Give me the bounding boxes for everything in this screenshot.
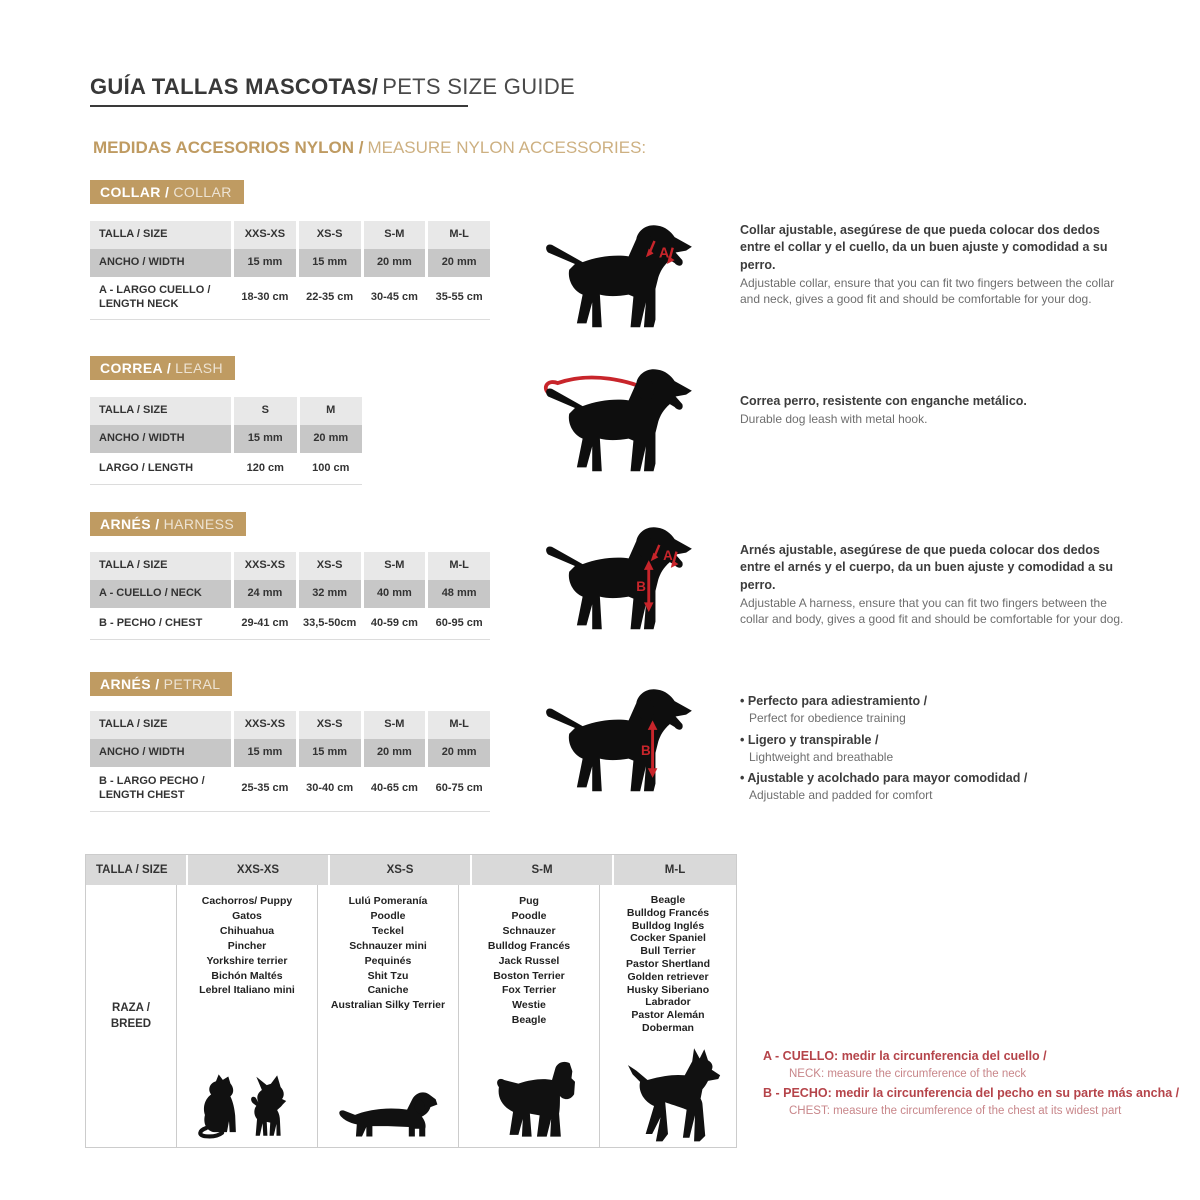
harness-marker-b: B xyxy=(636,578,646,594)
breed-row-label-es: RAZA / xyxy=(112,1001,150,1014)
breed-item: Schnauzer xyxy=(502,924,556,937)
leash-desc-en: Durable dog leash with metal hook. xyxy=(740,412,928,427)
petral-width-value: 20 mm xyxy=(441,746,477,759)
harness-badge-en: HARNESS xyxy=(163,516,235,532)
collar-header-s-m: S-M xyxy=(364,221,429,249)
leash-badge-es: CORREA / xyxy=(100,360,172,376)
collar-badge-en: COLLAR xyxy=(173,184,232,200)
breed-item: Caniche xyxy=(367,984,409,997)
petral-header-xs-s: XS-S xyxy=(299,711,364,739)
petral-bullet-en: Adjustable and padded for comfort xyxy=(749,788,933,803)
breed-row-label xyxy=(86,885,177,1147)
breed-silhouettes-m-l xyxy=(614,1044,722,1142)
breed-item: Fox Terrier xyxy=(501,984,557,997)
breed-silhouettes-xxs-xs xyxy=(196,1070,298,1142)
leash-description xyxy=(740,393,1132,428)
collar-width-row xyxy=(90,249,490,277)
collar-marker-a: A xyxy=(658,245,670,262)
harness-chest-value: 60-95 cm xyxy=(435,616,483,629)
harness-header-m-l: M-L xyxy=(449,559,469,572)
breed-item: Pequinés xyxy=(364,954,412,967)
dog-leash-icon xyxy=(535,362,705,477)
leash-width-label: ANCHO / WIDTH xyxy=(90,425,234,453)
petral-badge-es: ARNÉS / xyxy=(100,676,160,692)
collar-neck-value: 22-35 cm xyxy=(299,277,364,319)
petral-marker-b: B xyxy=(641,742,651,758)
harness-desc-en: Adjustable A harness, ensure that you can fit two fingers between the collar and body, gives a good fit and should be comfortable for your dog. xyxy=(740,595,1124,627)
note-neck-es: A - CUELLO: medir la circunferencia del cuello / xyxy=(763,1049,1047,1063)
collar-header-xs-s: XS-S xyxy=(299,221,364,249)
breed-list-m-l xyxy=(600,885,736,1035)
collar-badge-es: COLLAR / xyxy=(100,184,170,200)
petral-header-m-l: M-L xyxy=(449,718,469,731)
collar-width-label: ANCHO / WIDTH xyxy=(90,249,234,277)
breed-item: Golden retriever xyxy=(627,970,709,983)
breed-item: Yorkshire terrier xyxy=(206,954,288,967)
note-chest-es: B - PECHO: medir la circunferencia del pecho en su parte más ancha / xyxy=(763,1085,1180,1100)
leash-table-header xyxy=(90,397,362,425)
breed-table-header xyxy=(86,855,736,885)
page-title xyxy=(90,74,575,100)
leash-header-s: S xyxy=(234,397,300,425)
collar-neck-row xyxy=(90,277,490,319)
petral-header-size: TALLA / SIZE xyxy=(90,711,234,739)
collar-header-m-l: M-L xyxy=(449,228,469,241)
harness-header-size: TALLA / SIZE xyxy=(90,552,234,580)
collar-neck-value: 30-45 cm xyxy=(364,277,429,319)
breed-cell-xxs-xs xyxy=(177,885,318,1147)
harness-table xyxy=(90,552,490,640)
breed-item: Australian Silky Terrier xyxy=(330,999,446,1012)
breed-item: Pincher xyxy=(227,939,267,952)
collar-width-value: 20 mm xyxy=(441,256,477,269)
petral-features xyxy=(740,692,1140,808)
breed-item: Shit Tzu xyxy=(367,969,409,982)
breed-item: Bulldog Inglés xyxy=(631,919,705,932)
breed-header-size: TALLA / SIZE xyxy=(86,855,188,885)
petral-chest-label: B - LARGO PECHO / LENGTH CHEST xyxy=(90,767,234,811)
collar-table-header xyxy=(90,221,490,249)
harness-chest-row xyxy=(90,608,490,639)
schnauzer-icon xyxy=(483,1057,575,1142)
measuring-notes xyxy=(763,1047,1195,1121)
collar-width-value: 15 mm xyxy=(299,249,364,277)
breed-list-s-m xyxy=(459,885,599,1028)
harness-neck-row xyxy=(90,580,490,608)
harness-neck-value: 40 mm xyxy=(364,580,429,608)
petral-bullet-en: Perfect for obedience training xyxy=(749,711,906,726)
section-subtitle xyxy=(93,138,646,158)
breed-item: Boston Terrier xyxy=(493,969,565,982)
breed-item: Poodle xyxy=(511,909,547,922)
page-title-en: PETS SIZE GUIDE xyxy=(382,74,575,99)
leash-table xyxy=(90,397,362,485)
breed-item: Lulú Pomeranía xyxy=(348,895,428,907)
breed-header-s-m: S-M xyxy=(472,855,614,885)
chihuahua-icon xyxy=(248,1074,298,1142)
harness-badge-es: ARNÉS / xyxy=(100,516,160,532)
harness-marker-a: A xyxy=(663,548,673,564)
petral-bullet-en: Lightweight and breathable xyxy=(749,749,894,764)
breed-cell-s-m xyxy=(459,885,600,1147)
title-underline xyxy=(90,105,468,107)
leash-desc-es: Correa perro, resistente con enganche metálico. xyxy=(740,394,1027,408)
breed-item: Pug xyxy=(519,895,539,907)
breed-item: Doberman xyxy=(642,1021,694,1034)
dog-harness-icon xyxy=(535,520,705,635)
collar-section-badge xyxy=(90,180,244,204)
collar-neck-value: 35-55 cm xyxy=(435,291,483,304)
breed-item: Cocker Spaniel xyxy=(630,932,706,945)
petral-width-value: 15 mm xyxy=(234,739,299,767)
harness-header-s-m: S-M xyxy=(364,552,429,580)
breed-item: Bulldog Francés xyxy=(487,939,571,952)
dog-petral-icon xyxy=(535,682,705,797)
petral-section-badge xyxy=(90,672,232,696)
breed-item: Labrador xyxy=(645,996,691,1009)
breed-size-table xyxy=(85,854,737,1148)
breed-table-body xyxy=(86,885,736,1147)
note-neck-en: NECK: measure the circumference of the neck xyxy=(789,1067,1027,1080)
subtitle-en: MEASURE NYLON ACCESSORIES: xyxy=(367,138,647,157)
petral-width-value: 20 mm xyxy=(364,739,429,767)
breed-item: Bichón Maltés xyxy=(211,969,283,982)
petral-badge-en: PETRAL xyxy=(163,676,221,692)
breed-item: Husky Siberiano xyxy=(626,983,710,996)
page-title-es: GUÍA TALLAS MASCOTAS/ xyxy=(90,74,379,99)
petral-chest-value: 25-35 cm xyxy=(234,767,299,811)
petral-header-xxs-xs: XXS-XS xyxy=(234,711,299,739)
harness-header-xs-s: XS-S xyxy=(299,552,364,580)
breed-item: Beagle xyxy=(511,1014,547,1027)
leash-width-value: 20 mm xyxy=(313,432,349,445)
collar-neck-label: A - LARGO CUELLO / LENGTH NECK xyxy=(90,277,234,319)
harness-header-xxs-xs: XXS-XS xyxy=(234,552,299,580)
petral-width-row xyxy=(90,739,490,767)
harness-neck-value: 32 mm xyxy=(299,580,364,608)
breed-item: Poodle xyxy=(370,909,406,922)
collar-desc-en: Adjustable collar, ensure that you can fit two fingers between the collar and neck, gives a good fit and should be comfortable for your dog. xyxy=(740,275,1115,307)
breed-item: Westie xyxy=(512,999,546,1012)
harness-description xyxy=(740,542,1132,628)
leash-length-value: 100 cm xyxy=(312,461,350,474)
breed-list-xs-s xyxy=(318,885,458,1013)
petral-bullet-es: • Ajustable y acolchado para mayor comodidad / xyxy=(740,769,1140,787)
breed-item: Teckel xyxy=(372,924,404,937)
petral-chest-value: 30-40 cm xyxy=(299,767,364,811)
petral-table-header xyxy=(90,711,490,739)
harness-desc-es: Arnés ajustable, asegúrese de que pueda colocar dos dedos entre el arnés y el cuerpo, da un buen ajuste y comodidad a su perro. xyxy=(740,543,1114,592)
petral-chest-value: 60-75 cm xyxy=(435,782,483,795)
dachshund-icon xyxy=(336,1086,440,1142)
cat-icon xyxy=(196,1070,240,1142)
leash-width-row xyxy=(90,425,362,453)
harness-section-badge xyxy=(90,512,246,536)
breed-item: Bulldog Francés xyxy=(626,906,710,919)
petral-bullet-es: • Perfecto para adiestramiento / xyxy=(740,692,1140,710)
collar-width-value: 15 mm xyxy=(234,249,299,277)
leash-width-value: 15 mm xyxy=(234,425,300,453)
breed-item: Pastor Alemán xyxy=(631,1009,705,1022)
breed-silhouettes-s-m xyxy=(483,1057,575,1142)
harness-chest-value: 29-41 cm xyxy=(234,608,299,639)
petral-width-label: ANCHO / WIDTH xyxy=(90,739,234,767)
breed-item: Gatos xyxy=(232,909,262,922)
harness-chest-label: B - PECHO / CHEST xyxy=(90,608,234,639)
breed-header-xs-s: XS-S xyxy=(330,855,472,885)
collar-description xyxy=(740,222,1132,308)
breed-item: Cachorros/ Puppy xyxy=(201,895,293,907)
petral-header-s-m: S-M xyxy=(364,711,429,739)
petral-chest-row xyxy=(90,767,490,811)
harness-neck-value: 24 mm xyxy=(234,580,299,608)
breed-item: Beagle xyxy=(650,894,686,906)
collar-neck-value: 18-30 cm xyxy=(234,277,299,319)
dog-collar-icon xyxy=(535,218,705,333)
petral-width-value: 15 mm xyxy=(299,739,364,767)
breed-item: Bull Terrier xyxy=(640,945,696,958)
leash-header-size: TALLA / SIZE xyxy=(90,397,234,425)
harness-neck-label: A - CUELLO / NECK xyxy=(90,580,234,608)
collar-header-size: TALLA / SIZE xyxy=(90,221,234,249)
leash-length-value: 120 cm xyxy=(234,453,300,484)
breed-item: Pastor Shertland xyxy=(625,957,711,970)
breed-item: Lebrel Italiano mini xyxy=(199,984,295,997)
leash-header-m: M xyxy=(326,404,336,417)
breed-cell-m-l xyxy=(600,885,736,1147)
harness-table-header xyxy=(90,552,490,580)
harness-chest-value: 33,5-50cm xyxy=(299,608,364,639)
breed-header-m-l: M-L xyxy=(664,864,686,876)
subtitle-es: MEDIDAS ACCESORIOS NYLON / xyxy=(93,138,364,157)
leash-length-row xyxy=(90,453,362,484)
leash-section-badge xyxy=(90,356,235,380)
breed-cell-xs-s xyxy=(318,885,459,1147)
collar-header-xxs-xs: XXS-XS xyxy=(234,221,299,249)
leash-length-label: LARGO / LENGTH xyxy=(90,453,234,484)
note-chest-en: CHEST: measure the circumference of the chest at its widest part xyxy=(789,1104,1122,1117)
breed-header-xxs-xs: XXS-XS xyxy=(188,855,330,885)
petral-bullet-es: • Ligero y transpirable / xyxy=(740,731,1140,749)
breed-item: Chihuahua xyxy=(219,924,275,937)
petral-table xyxy=(90,711,490,812)
breed-item: Jack Russel xyxy=(498,954,560,967)
breed-list-xxs-xs xyxy=(177,885,317,998)
breed-row-label-en: BREED xyxy=(110,1018,152,1030)
harness-chest-value: 40-59 cm xyxy=(364,608,429,639)
petral-chest-value: 40-65 cm xyxy=(364,767,429,811)
breed-item: Schnauzer mini xyxy=(349,939,427,952)
collar-table xyxy=(90,221,490,320)
doberman-icon xyxy=(614,1044,722,1142)
harness-neck-value: 48 mm xyxy=(441,587,477,600)
leash-badge-en: LEASH xyxy=(175,360,224,376)
collar-desc-es: Collar ajustable, asegúrese de que pueda colocar dos dedos entre el collar y el cuello, da un buen ajuste y comodidad a su perro. xyxy=(740,223,1108,272)
collar-width-value: 20 mm xyxy=(364,249,429,277)
breed-silhouettes-xs-s xyxy=(336,1086,440,1142)
